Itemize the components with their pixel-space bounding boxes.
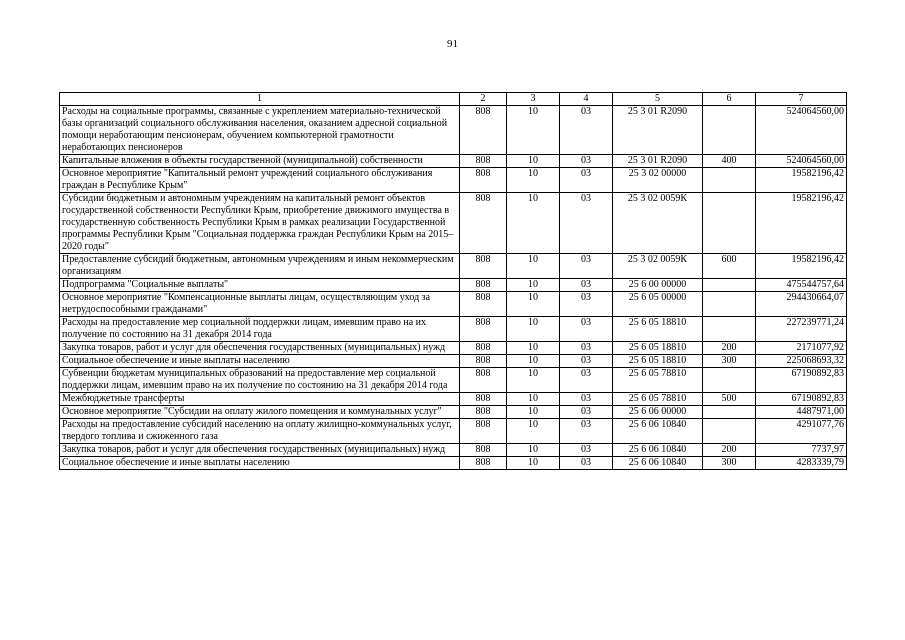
table-row <box>60 292 847 317</box>
table-row <box>60 193 847 254</box>
row-rz-code-cell: 10 <box>507 292 560 317</box>
row-gr-code-cell: 808 <box>460 155 507 168</box>
row-csr-code-cell: 25 6 05 18810 <box>613 342 703 355</box>
row-pr-code-cell: 03 <box>560 457 613 470</box>
row-name-cell: Подпрограмма "Социальные выплаты" <box>60 279 460 292</box>
row-rz-code-cell: 10 <box>507 355 560 368</box>
row-amount-cell: 4291077,76 <box>756 419 847 444</box>
row-csr-code-cell: 25 6 06 10840 <box>613 419 703 444</box>
row-name-cell: Социальное обеспечение и иные выплаты населению <box>60 355 460 368</box>
row-vr-code-cell: 200 <box>703 444 756 457</box>
row-csr-code-cell: 25 6 00 00000 <box>613 279 703 292</box>
table-row <box>60 342 847 355</box>
row-rz-code-cell: 10 <box>507 406 560 419</box>
row-gr-code-cell: 808 <box>460 393 507 406</box>
row-amount-cell: 2171077,92 <box>756 342 847 355</box>
table-row <box>60 168 847 193</box>
row-gr-code-cell: 808 <box>460 368 507 393</box>
row-vr-code-cell: 200 <box>703 342 756 355</box>
row-name-cell: Основное мероприятие "Компенсационные выплаты лицам, осуществляющим уход за нетрудоспособными гражданами" <box>60 292 460 317</box>
table-row <box>60 368 847 393</box>
row-vr-code-cell <box>703 406 756 419</box>
budget-table <box>59 92 847 470</box>
row-rz-code-cell: 10 <box>507 419 560 444</box>
row-amount-cell: 475544757,64 <box>756 279 847 292</box>
row-gr-code-cell: 808 <box>460 254 507 279</box>
row-csr-code-cell: 25 3 02 0059К <box>613 193 703 254</box>
row-vr-code-cell <box>703 106 756 155</box>
header-cell-5: 5 <box>613 93 703 106</box>
table-row <box>60 393 847 406</box>
row-vr-code-cell <box>703 317 756 342</box>
row-amount-cell: 4283339,79 <box>756 457 847 470</box>
table-row <box>60 419 847 444</box>
row-vr-code-cell: 400 <box>703 155 756 168</box>
row-vr-code-cell: 500 <box>703 393 756 406</box>
row-vr-code-cell <box>703 292 756 317</box>
row-gr-code-cell: 808 <box>460 419 507 444</box>
row-amount-cell: 19582196,42 <box>756 254 847 279</box>
row-rz-code-cell: 10 <box>507 106 560 155</box>
table-row <box>60 317 847 342</box>
row-pr-code-cell: 03 <box>560 279 613 292</box>
row-rz-code-cell: 10 <box>507 393 560 406</box>
row-vr-code-cell: 300 <box>703 355 756 368</box>
row-csr-code-cell: 25 6 05 78810 <box>613 368 703 393</box>
row-amount-cell: 4487971,00 <box>756 406 847 419</box>
row-gr-code-cell: 808 <box>460 292 507 317</box>
row-rz-code-cell: 10 <box>507 193 560 254</box>
row-amount-cell: 19582196,42 <box>756 168 847 193</box>
header-cell-1: 1 <box>60 93 460 106</box>
row-name-cell: Предоставление субсидий бюджетным, автономным учреждениям и иным некоммерческим организациям <box>60 254 460 279</box>
row-amount-cell: 19582196,42 <box>756 193 847 254</box>
table-body <box>60 106 847 470</box>
table-row <box>60 457 847 470</box>
row-rz-code-cell: 10 <box>507 155 560 168</box>
row-amount-cell: 524064560,00 <box>756 106 847 155</box>
row-rz-code-cell: 10 <box>507 457 560 470</box>
header-cell-7: 7 <box>756 93 847 106</box>
row-rz-code-cell: 10 <box>507 368 560 393</box>
table-row <box>60 355 847 368</box>
row-amount-cell: 227239771,24 <box>756 317 847 342</box>
header-cell-6: 6 <box>703 93 756 106</box>
row-pr-code-cell: 03 <box>560 342 613 355</box>
row-vr-code-cell: 600 <box>703 254 756 279</box>
row-name-cell: Закупка товаров, работ и услуг для обеспечения государственных (муниципальных) нужд <box>60 342 460 355</box>
header-cell-2: 2 <box>460 93 507 106</box>
row-pr-code-cell: 03 <box>560 168 613 193</box>
row-pr-code-cell: 03 <box>560 193 613 254</box>
row-gr-code-cell: 808 <box>460 106 507 155</box>
row-gr-code-cell: 808 <box>460 317 507 342</box>
row-csr-code-cell: 25 6 05 78810 <box>613 393 703 406</box>
row-amount-cell: 294430664,07 <box>756 292 847 317</box>
row-name-cell: Основное мероприятие "Субсидии на оплату жилого помещения и коммунальных услуг" <box>60 406 460 419</box>
row-name-cell: Расходы на предоставление мер социальной поддержки лицам, имевшим право на их получение по состоянию на 31 декабря 2014 года <box>60 317 460 342</box>
row-gr-code-cell: 808 <box>460 193 507 254</box>
header-cell-3: 3 <box>507 93 560 106</box>
row-csr-code-cell: 25 6 06 00000 <box>613 406 703 419</box>
row-gr-code-cell: 808 <box>460 355 507 368</box>
row-pr-code-cell: 03 <box>560 106 613 155</box>
row-gr-code-cell: 808 <box>460 444 507 457</box>
row-name-cell: Основное мероприятие "Капитальный ремонт учреждений социального обслуживания граждан в Республике Крым" <box>60 168 460 193</box>
header-cell-4: 4 <box>560 93 613 106</box>
row-pr-code-cell: 03 <box>560 368 613 393</box>
row-gr-code-cell: 808 <box>460 342 507 355</box>
row-gr-code-cell: 808 <box>460 457 507 470</box>
row-pr-code-cell: 03 <box>560 406 613 419</box>
row-name-cell: Субвенции бюджетам муниципальных образований на предоставление мер социальной поддержки лицам, имевшим право на их получение по состоянию на 31 декабря 2014 года <box>60 368 460 393</box>
row-rz-code-cell: 10 <box>507 168 560 193</box>
row-amount-cell: 67190892,83 <box>756 368 847 393</box>
table-row <box>60 254 847 279</box>
row-csr-code-cell: 25 3 01 R2090 <box>613 106 703 155</box>
row-csr-code-cell: 25 6 05 18810 <box>613 355 703 368</box>
table-row <box>60 444 847 457</box>
row-rz-code-cell: 10 <box>507 342 560 355</box>
row-pr-code-cell: 03 <box>560 317 613 342</box>
row-csr-code-cell: 25 6 05 00000 <box>613 292 703 317</box>
row-amount-cell: 524064560,00 <box>756 155 847 168</box>
row-amount-cell: 7737,97 <box>756 444 847 457</box>
row-vr-code-cell <box>703 368 756 393</box>
row-vr-code-cell <box>703 193 756 254</box>
row-csr-code-cell: 25 3 01 R2090 <box>613 155 703 168</box>
row-amount-cell: 67190892,83 <box>756 393 847 406</box>
row-pr-code-cell: 03 <box>560 292 613 317</box>
row-pr-code-cell: 03 <box>560 355 613 368</box>
row-rz-code-cell: 10 <box>507 279 560 292</box>
table-row <box>60 155 847 168</box>
row-gr-code-cell: 808 <box>460 168 507 193</box>
row-rz-code-cell: 10 <box>507 317 560 342</box>
row-name-cell: Социальное обеспечение и иные выплаты населению <box>60 457 460 470</box>
row-pr-code-cell: 03 <box>560 155 613 168</box>
table-row <box>60 279 847 292</box>
table-header-row <box>60 93 847 106</box>
row-csr-code-cell: 25 6 06 10840 <box>613 444 703 457</box>
row-name-cell: Расходы на социальные программы, связанные с укреплением материально-технической базы организаций социального обслуживания населения, оказанием адресной социальной помощи неработающим пенсионерам, обучением компьютерной грамотности неработающих пенсионеров <box>60 106 460 155</box>
page-number: 91 <box>447 38 458 50</box>
row-csr-code-cell: 25 3 02 00000 <box>613 168 703 193</box>
row-name-cell: Субсидии бюджетным и автономным учреждениям на капитальный ремонт объектов государственной собственности Республики Крым, приобретение движимого имущества в государственную собственность Республики Крым в рамках реализации Государственной программы Республики Крым "Социальная поддержка граждан Республики Крым на 2015–2020 годы" <box>60 193 460 254</box>
row-name-cell: Расходы на предоставление субсидий населению на оплату жилищно-коммунальных услуг, твердого топлива и сжиженного газа <box>60 419 460 444</box>
row-name-cell: Капитальные вложения в объекты государственной (муниципальной) собственности <box>60 155 460 168</box>
row-name-cell: Межбюджетные трансферты <box>60 393 460 406</box>
row-rz-code-cell: 10 <box>507 254 560 279</box>
row-csr-code-cell: 25 3 02 0059К <box>613 254 703 279</box>
row-pr-code-cell: 03 <box>560 419 613 444</box>
row-vr-code-cell: 300 <box>703 457 756 470</box>
table-row <box>60 406 847 419</box>
row-rz-code-cell: 10 <box>507 444 560 457</box>
table-row <box>60 106 847 155</box>
row-pr-code-cell: 03 <box>560 444 613 457</box>
row-vr-code-cell <box>703 419 756 444</box>
row-name-cell: Закупка товаров, работ и услуг для обеспечения государственных (муниципальных) нужд <box>60 444 460 457</box>
row-vr-code-cell <box>703 279 756 292</box>
row-pr-code-cell: 03 <box>560 393 613 406</box>
row-gr-code-cell: 808 <box>460 406 507 419</box>
row-vr-code-cell <box>703 168 756 193</box>
row-pr-code-cell: 03 <box>560 254 613 279</box>
row-amount-cell: 225068693,32 <box>756 355 847 368</box>
row-gr-code-cell: 808 <box>460 279 507 292</box>
row-csr-code-cell: 25 6 05 18810 <box>613 317 703 342</box>
row-csr-code-cell: 25 6 06 10840 <box>613 457 703 470</box>
